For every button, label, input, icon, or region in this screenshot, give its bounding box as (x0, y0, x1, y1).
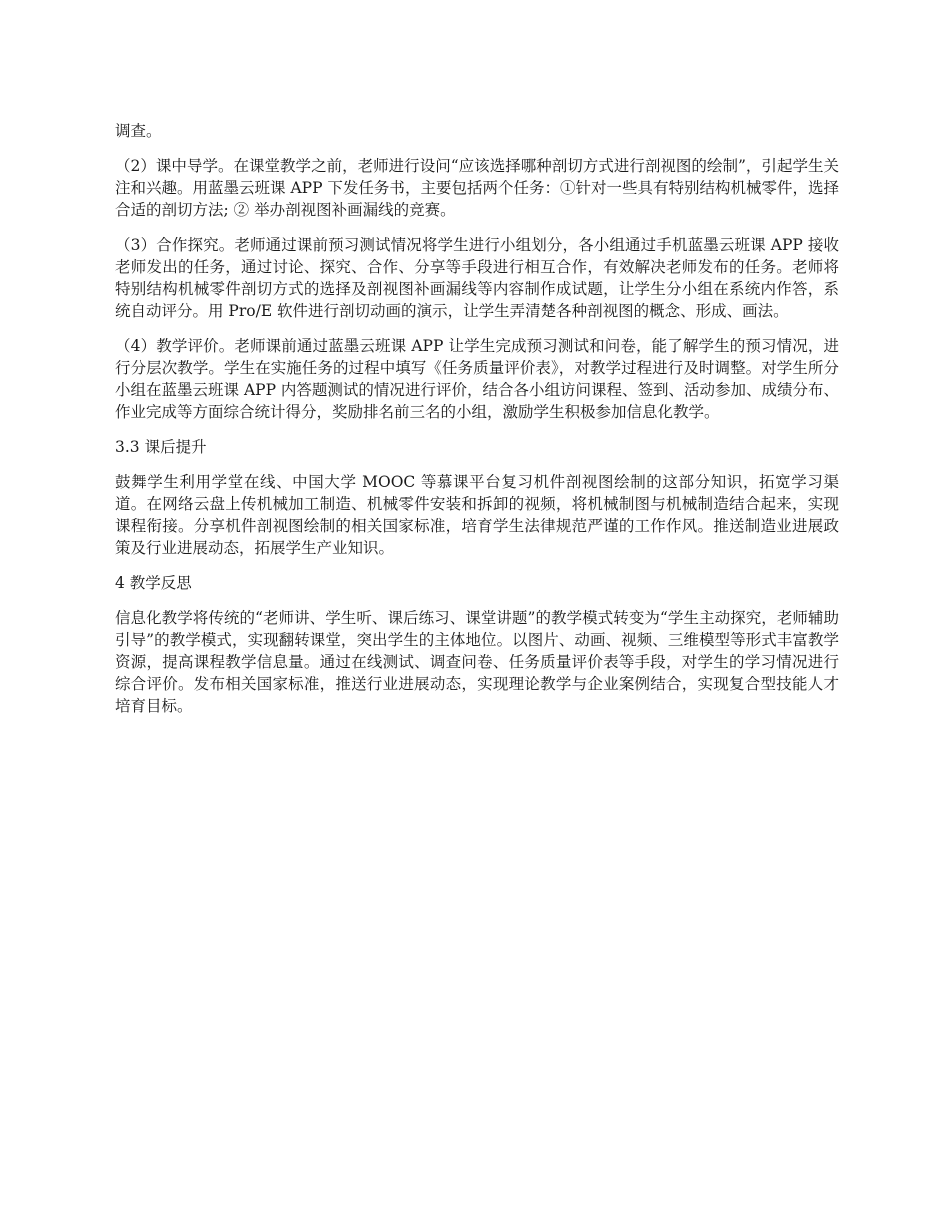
paragraph-continuation: 调查。 (115, 122, 162, 140)
paragraph-after-class-improvement: 鼓舞学生利用学堂在线、中国大学 MOOC 等慕课平台复习机件剖视图绘制的这部分知识，拓宽学习渠道。在网络云盘上传机械加工制造、机械零件安装和拆卸的视频，将机械制图与机械制造结合起来，实现课程衔接。分享机件剖视图绘制的相关国家标准，培育学生法律规范严谨的工作作风。推送制造业进展政策及行业进展动态，拓展学生产业知识。 (115, 473, 839, 557)
paragraph-teaching-evaluation: （4）教学评价。老师课前通过蓝墨云班课 APP 让学生完成预习测试和问卷，能了解学生的预习情况，进行分层次教学。学生在实施任务的过程中填写《任务质量评价表》，对教学过程进行及时调整。对学生所分小组在蓝墨云班课 APP 内答题测试的情况进行评价，结合各小组访问课程、签到、活动参加、成绩分布、作业完成等方面综合统计得分，奖励排名前三名的小组，激励学生积极参加信息化教学。 (115, 337, 839, 421)
section-heading-after-class: 3.3 课后提升 (115, 438, 207, 456)
paragraph-in-class-guidance: （2）课中导学。在课堂教学之前，老师进行设问“应该选择哪种剖切方式进行剖视图的绘制”，引起学生关注和兴趣。用蓝墨云班课 APP 下发任务书，主要包括两个任务：①针对一些具有特别结构机械零件，选择合适的剖切方法; ② 举办剖视图补画漏线的竞赛。 (115, 157, 839, 219)
section-heading-reflection: 4 教学反思 (115, 574, 192, 592)
document-body (115, 120, 839, 730)
paragraph-teaching-reflection: 信息化教学将传统的“老师讲、学生听、课后练习、课堂讲题”的教学模式转变为“学生主动探究，老师辅助引导”的教学模式，实现翻转课堂，突出学生的主体地位。以图片、动画、视频、三维模型等形式丰富教学资源，提高课程教学信息量。通过在线测试、调查问卷、任务质量评价表等手段，对学生的学习情况进行综合评价。发布相关国家标准，推送行业进展动态，实现理论教学与企业案例结合，实现复合型技能人才培育目标。 (115, 609, 839, 715)
paragraph-cooperative-inquiry: （3）合作探究。老师通过课前预习测试情况将学生进行小组划分，各小组通过手机蓝墨云班课 APP 接收老师发出的任务，通过讨论、探究、合作、分享等手段进行相互合作，有效解决老师发布的任务。老师将特别结构机械零件剖切方式的选择及剖视图补画漏线等内容制作成试题，让学生分小组在系统内作答，系统自动评分。用 Pro/E 软件进行剖切动画的演示，让学生弄清楚各种剖视图的概念、形成、画法。 (115, 236, 839, 320)
